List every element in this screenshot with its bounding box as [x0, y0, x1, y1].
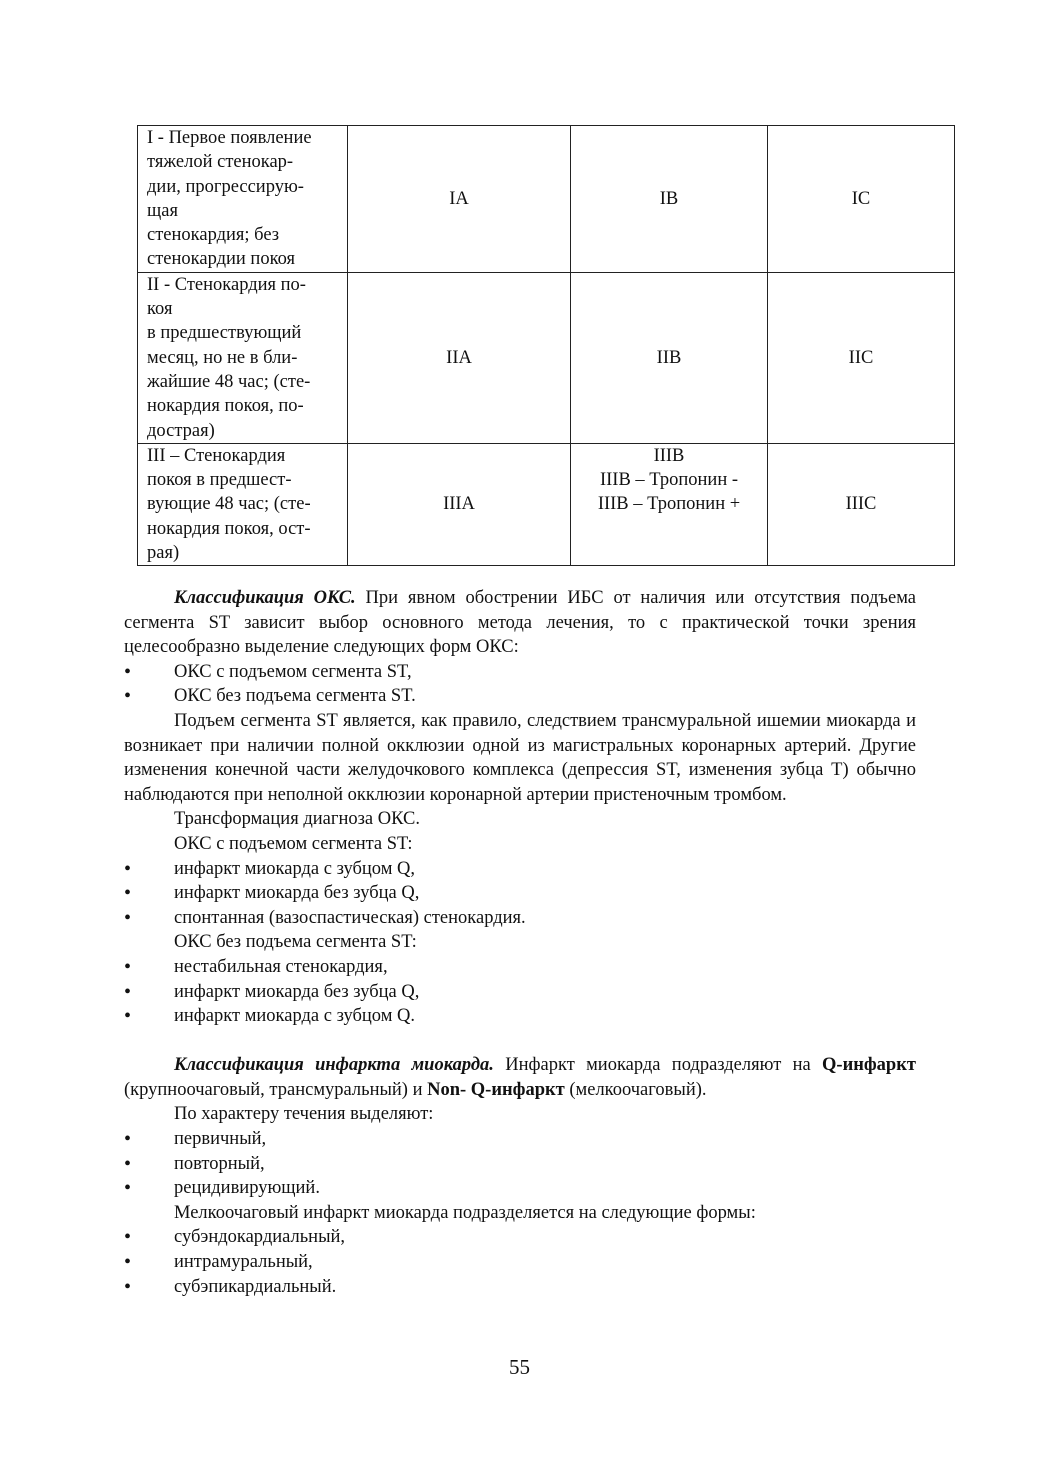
class-cell	[571, 443, 768, 565]
list-item: • субэпикардиальный.	[124, 1275, 916, 1300]
list-item: • субэндокардиальный,	[124, 1225, 916, 1250]
list-item: • повторный,	[124, 1152, 916, 1177]
class-cell	[571, 126, 768, 273]
class-cell	[768, 272, 955, 443]
table-body	[138, 126, 955, 566]
row-label-line: стенокардия; без	[147, 225, 280, 246]
list-item: • инфаркт миокарда без зубца Q,	[124, 980, 916, 1005]
class-cell-line: IIIB	[653, 445, 685, 466]
transform-title: Трансформация диагноза ОКС.	[174, 809, 420, 830]
with-st-list	[124, 857, 916, 931]
list-item: • инфаркт миокарда с зубцом Q.	[124, 1004, 916, 1029]
mi-intro-paragraph	[124, 1053, 916, 1102]
list-item: • инфаркт миокарда без зубца Q,	[124, 881, 916, 906]
row-label-line: дострая)	[147, 420, 215, 441]
class-cell-line: IIIB – Тропонин +	[597, 494, 741, 515]
class-cell	[768, 126, 955, 273]
angina-classification-table	[137, 125, 955, 566]
list-item: • инфаркт миокарда с зубцом Q,	[124, 857, 916, 882]
list-item: • нестабильная стенокардия,	[124, 955, 916, 980]
row-label-line: дии, прогрессирую-	[147, 176, 304, 197]
mi-intro-c: (мелкоочаговый).	[564, 1079, 707, 1100]
row-label-line: II - Стенокардия по-	[147, 274, 306, 295]
row-label-line: стенокардии покоя	[147, 249, 296, 270]
oks-intro-paragraph	[124, 586, 916, 660]
row-label-line: вующие 48 час; (сте-	[147, 494, 311, 515]
q-infarct-term: Q-инфаркт	[822, 1055, 916, 1076]
with-st-title: ОКС с подъемом сегмента ST:	[174, 833, 413, 854]
course-title: По характеру течения выделяют:	[174, 1104, 434, 1125]
class-cell-line: IB	[659, 188, 679, 209]
list-item: • ОКС с подъемом сегмента ST,	[124, 660, 916, 685]
course-list	[124, 1127, 916, 1201]
row-label-line: нокардия покоя, ост-	[147, 518, 311, 539]
section-gap	[124, 1029, 916, 1054]
class-cell	[348, 126, 571, 273]
row-label-cell	[138, 126, 348, 273]
row-label-line: I - Первое появление	[147, 128, 312, 148]
without-st-list	[124, 955, 916, 1029]
class-cell	[571, 272, 768, 443]
body-text	[124, 586, 916, 1299]
row-label-line: в предшествующий	[147, 323, 302, 344]
list-item: • интрамуральный,	[124, 1250, 916, 1275]
class-cell-line: IIC	[848, 347, 874, 368]
non-q-infarct-term: Non- Q-инфаркт	[427, 1079, 565, 1100]
row-label-line: месяц, но не в бли-	[147, 347, 298, 368]
list-item: • рецидивирующий.	[124, 1176, 916, 1201]
row-label-cell	[138, 443, 348, 565]
class-cell	[348, 443, 571, 565]
list-item: • первичный,	[124, 1127, 916, 1152]
page-number: 55	[509, 1355, 530, 1379]
table-row	[138, 443, 955, 565]
row-label-cell	[138, 272, 348, 443]
small-focal-list	[124, 1225, 916, 1299]
class-cell	[768, 443, 955, 565]
mi-intro-a: Инфаркт миокарда подразделяют на	[493, 1055, 823, 1076]
class-cell-line: IA	[449, 188, 469, 209]
oks-intro-text: При явном обострении ИБС от наличия или отсутствия подъема сегмента ST зависит выбор основного метода лечения, то с практической точки зрения целесообразно выделение следующих форм ОКС:	[124, 588, 916, 658]
row-label-line: жайшие 48 час; (сте-	[147, 371, 311, 392]
row-label-line: тяжелой стенокар-	[147, 152, 294, 173]
row-label-line: покоя в предшест-	[147, 470, 292, 491]
without-st-title: ОКС без подъема сегмента ST:	[174, 932, 417, 953]
class-cell-line: IIIB – Тропонин -	[599, 470, 739, 491]
class-cell-line: IIA	[446, 347, 472, 368]
st-paragraph: Подъем сегмента ST является, как правило, следствием трансмуральной ишемии миокарда и возникает при наличии полной окклюзии одной из магистральных коронарных артерий. Другие изменения конечной части желудочкового комплекса (депрессия ST, изменения зубца Т) обычно наблюдаются при неполной окклюзии коронарной артерии пристеночным тромбом.	[124, 710, 916, 805]
list-item: • спонтанная (вазоспастическая) стенокардия.	[124, 906, 916, 931]
oks-heading: Классификация ОКС.	[174, 588, 356, 608]
mi-heading: Классификация инфаркта миокарда.	[174, 1055, 494, 1076]
class-cell-line: IIIA	[443, 494, 475, 515]
row-label-line: щая	[147, 200, 178, 221]
table-row	[138, 272, 955, 443]
row-label-line: коя	[147, 299, 173, 320]
row-label-line: рая)	[147, 543, 180, 564]
small-focal-title: Мелкоочаговый инфаркт миокарда подразделяется на следующие формы:	[174, 1202, 756, 1223]
list-item: • ОКС без подъема сегмента ST.	[124, 684, 916, 709]
class-cell	[348, 272, 571, 443]
oks-forms-list	[124, 660, 916, 709]
class-cell-line: IIIC	[845, 494, 877, 515]
row-label-line: III – Стенокардия	[147, 445, 286, 466]
class-cell-line: IIB	[656, 347, 682, 368]
class-cell-line: IC	[851, 188, 871, 209]
row-label-line: нокардия покоя, по-	[147, 396, 304, 417]
table-row	[138, 126, 955, 273]
mi-intro-b: (крупноочаговый, трансмуральный) и	[124, 1079, 428, 1100]
